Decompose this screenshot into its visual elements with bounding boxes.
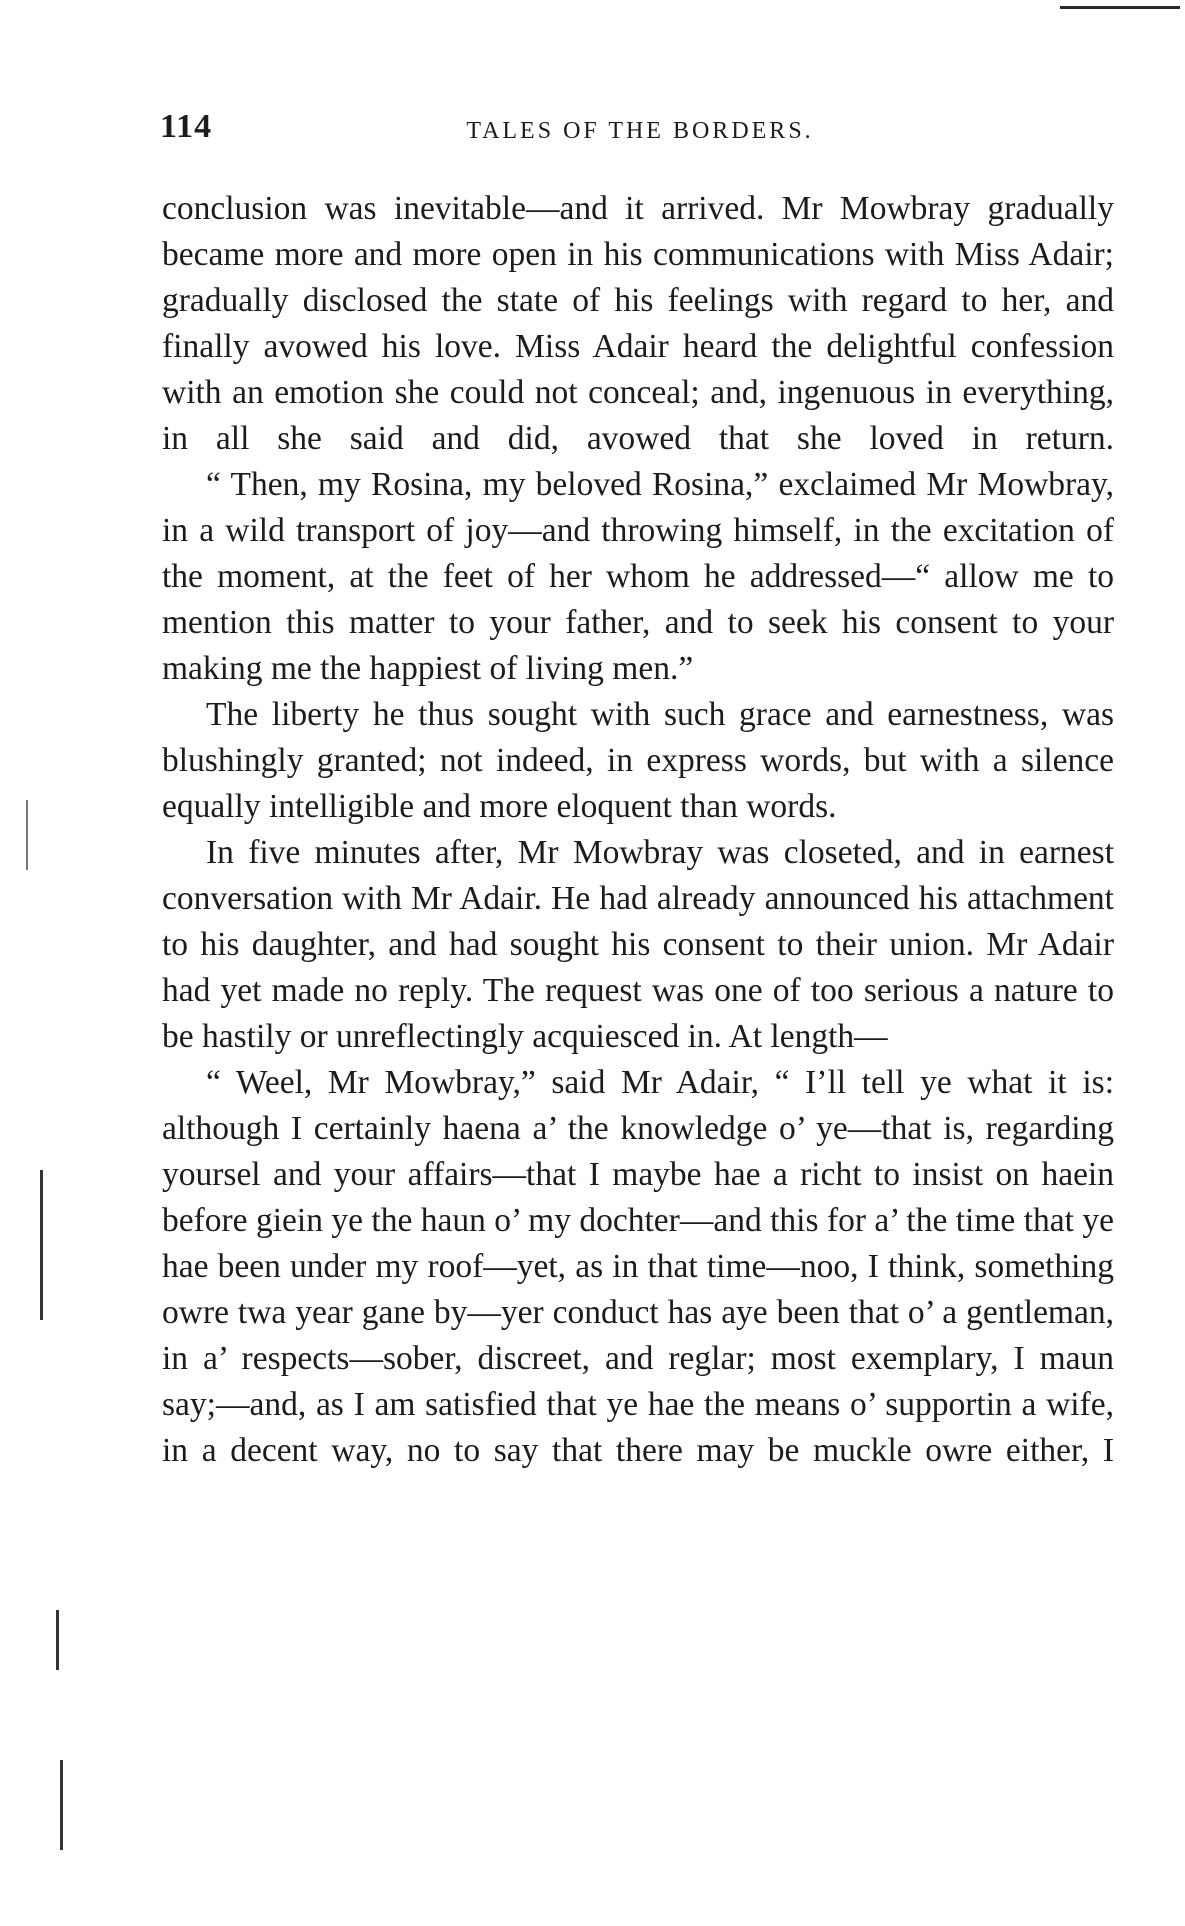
paragraph-1: conclusion was inevitable—and it arrived. Mr Mowbray gradually became more and more open in his communications with Miss Adair; gradually disclosed the state of his feelings with regard to her, and finally avowed his love. Miss Adair heard the delightful confession with an emotion she could not conceal; and, ingenuous in everything, in all she said and did, avowed that she loved in return.: [162, 190, 1114, 457]
margin-scan-mark: [56, 1610, 59, 1670]
paragraph-3: The liberty he thus sought with such grace and earnestness, was blushingly granted; not indeed, in express words, but with a silence equally intelligible and more eloquent than words.: [162, 696, 1114, 825]
top-edge-rule: [1060, 6, 1180, 9]
margin-scan-mark: [26, 800, 28, 870]
page-number: 114: [160, 108, 213, 145]
margin-scan-mark: [40, 1170, 43, 1320]
margin-scan-mark: [60, 1760, 63, 1850]
paragraph-2: “ Then, my Rosina, my beloved Rosina,” exclaimed Mr Mowbray, in a wild transport of joy—and throwing himself, in the excitation of the moment, at the feet of her whom he addressed—“ allow me to mention this matter to your father, and to seek his consent to your making me the happiest of living men.”: [162, 466, 1114, 687]
body-text: [162, 186, 1114, 1474]
running-head: TALES OF THE BORDERS.: [466, 118, 814, 144]
paragraph-4: In five minutes after, Mr Mowbray was closeted, and in earnest conversation with Mr Adair. He had already announced his attachment to his daughter, and had sought his consent to their union. Mr Adair had yet made no reply. The request was one of too serious a nature to be hastily or unreflectingly acquiesced in. At length—: [162, 834, 1114, 1055]
paragraph-5: “ Weel, Mr Mowbray,” said Mr Adair, “ I’ll tell ye what it is: although I certainly haena a’ the knowledge o’ ye—that is, regarding yoursel and your affairs—that I maybe hae a richt to insist on haein before giein ye the haun o’ my dochter—and this for a’ the time that ye hae been under my roof—yet, as in that time—noo, I think, something owre twa year gane by—yer conduct has aye been that o’ a gentleman, in a’ respects—sober, discreet, and reglar; most exemplary, I maun say;—and, as I am satisfied that ye hae the means o’ supportin a wife, in a decent way, no to say that there may be muckle owre either, I: [162, 1064, 1114, 1469]
page-header: [160, 108, 1120, 152]
